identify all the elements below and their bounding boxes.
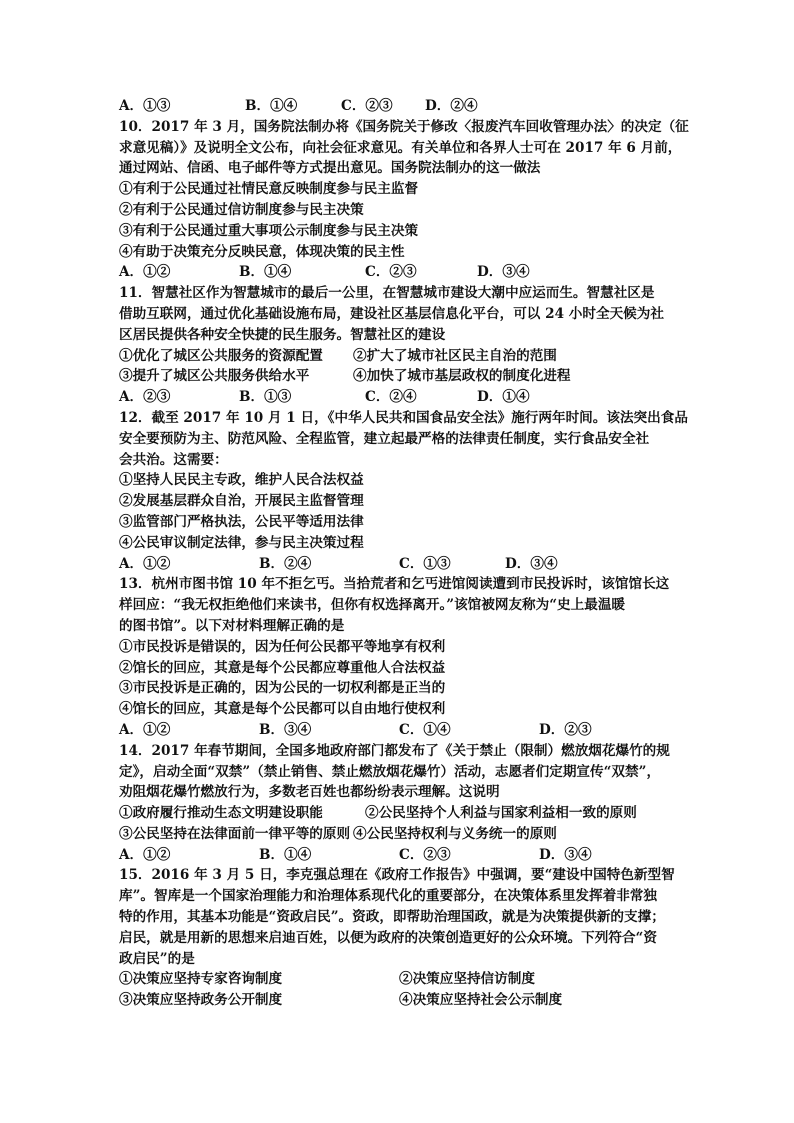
answer-option: C．②③: [365, 264, 417, 281]
statement: ④决策应坚持社会公示制度: [399, 992, 563, 1009]
text-line: ①坚持人民民主专政，维护人民合法权益: [119, 472, 364, 489]
answer-option: C．①④: [399, 721, 451, 738]
text-line: 启民，就是用新的思想来启迪百姓，以便为政府的决策创造更好的公众环境。下列符合“资: [119, 929, 657, 946]
statement: ①政府履行推动生态文明建设职能: [119, 805, 323, 822]
text-line: 借助互联网，通过优化基础设施布局，建设社区基层信息化平台，可以 24 小时全天候为社: [119, 305, 664, 322]
answer-option: A．①②: [119, 555, 171, 572]
statement: ①决策应坚持专家咨询制度: [119, 971, 283, 988]
statement: ④公民坚持权利与义务统一的原则: [353, 825, 557, 842]
answer-option: B．①④: [239, 264, 292, 281]
answer-option: C．②④: [365, 389, 417, 406]
statement: ②扩大了城市社区民主自治的范围: [353, 347, 557, 364]
statement-pair: [119, 969, 685, 990]
answer-options: [119, 387, 685, 408]
answer-option: D．②④: [425, 98, 478, 114]
text-line: ②有利于公民通过信访制度参与民主决策: [119, 201, 364, 218]
text-line: 政启民”的是: [119, 950, 195, 967]
text-line: 10．2017 年 3 月，国务院法制办将《国务院关于修改〈报废汽车回收管理办法〉的决定（征: [119, 118, 689, 135]
statement-pair: [119, 346, 685, 367]
text-line: ④公民审议制定法律，参与民主决策过程: [119, 534, 364, 551]
statement-pair: [119, 824, 685, 845]
text-line: 特的作用，其基本功能是“资政启民”。资政，即帮助治理国政，就是为决策提供新的支撑；: [119, 909, 665, 926]
answer-option: B．①③: [239, 389, 292, 406]
text-line: 安全要预防为主、防范风险、全程监管，建立起最严格的法律责任制度，实行食品安全社: [119, 430, 650, 447]
text-line: 定》，启动全面“双禁”（禁止销售、禁止燃放烟花爆竹）活动，志愿者们定期宣传“双禁”，: [119, 763, 661, 780]
answer-option: D．③④: [539, 846, 592, 863]
statement: ④加快了城市基层政权的制度化进程: [353, 368, 571, 385]
text-line: 12．截至 2017 年 10 月 1 日，《中华人民共和国食品安全法》施行两年时间。该法突出食品: [119, 409, 688, 426]
text-line: 会共治。这需要：: [119, 451, 228, 468]
text-line: 区居民提供各种安全快捷的民生服务。智慧社区的建设: [119, 326, 446, 343]
text-line: ①有利于公民通过社情民意反映制度参与民主监督: [119, 181, 419, 198]
statement-pair: [119, 803, 685, 824]
answer-options: [119, 96, 685, 117]
answer-option: C．②③: [341, 98, 393, 114]
statement: ③提升了城区公共服务供给水平: [119, 368, 310, 385]
text-line: 13．杭州市图书馆 10 年不拒乞丐。当拾荒者和乞丐进馆阅读遭到市民投诉时，该馆馆长这: [119, 576, 670, 593]
answer-option: A．①②: [119, 721, 171, 738]
text-line: 样回应：“我无权拒绝他们来读书，但你有权选择离开。”该馆被网友称为“史上最温暖: [119, 597, 626, 614]
answer-option: D．①④: [477, 389, 530, 406]
answer-options: [119, 845, 685, 866]
answer-option: B．②④: [259, 555, 312, 572]
text-line: 14．2017 年春节期间，全国多地政府部门都发布了《关于禁止（限制）燃放烟花爆竹的规: [119, 742, 670, 759]
answer-option: B．①④: [259, 846, 312, 863]
statement: ③决策应坚持政务公开制度: [119, 992, 283, 1009]
statement: ②公民坚持个人利益与国家利益相一致的原则: [365, 805, 637, 822]
statement-pair: [119, 366, 685, 387]
text-line: ②发展基层群众自治，开展民主监督管理: [119, 493, 364, 510]
text-line: ③市民投诉是正确的，因为公民的一切权利都是正当的: [119, 680, 446, 697]
text-line: 通过网站、信函、电子邮件等方式提出意见。国务院法制办的这一做法: [119, 160, 541, 177]
text-line: 15．2016 年 3 月 5 日，李克强总理在《政府工作报告》中强调，要“建设中国特色新型智: [119, 867, 675, 884]
statement: ③公民坚持在法律面前一律平等的原则: [119, 825, 351, 842]
answer-option: D．②③: [539, 721, 592, 738]
answer-option: A．①③: [119, 98, 171, 114]
exam-document: [119, 96, 689, 1011]
answer-option: A．②③: [119, 389, 171, 406]
text-line: ②馆长的回应，其意是每个公民都应尊重他人合法权益: [119, 659, 446, 676]
answer-options: [119, 554, 685, 575]
text-line: 库”。智库是一个国家治理能力和治理体系现代化的重要部分，在决策体系里发挥着非常独: [119, 888, 657, 905]
statement: ①优化了城区公共服务的资源配置: [119, 347, 323, 364]
answer-option: C．①③: [399, 555, 451, 572]
text-line: ③监管部门严格执法，公民平等适用法律: [119, 513, 364, 530]
text-line: ④馆长的回应，其意是每个公民都可以自由地行使权利: [119, 701, 446, 718]
text-line: ④有助于决策充分反映民意，体现决策的民主性: [119, 243, 405, 260]
text-line: 11．智慧社区作为智慧城市的最后一公里，在智慧城市建设大潮中应运而生。智慧社区是: [119, 285, 655, 302]
text-line: ①市民投诉是错误的，因为任何公民都平等地享有权利: [119, 638, 446, 655]
answer-option: D．③④: [505, 555, 558, 572]
text-line: 的图书馆”。以下对材料理解正确的是: [119, 617, 345, 634]
text-line: ③有利于公民通过重大事项公示制度参与民主决策: [119, 222, 419, 239]
answer-options: [119, 720, 685, 741]
answer-option: A．①②: [119, 264, 171, 281]
text-line: 求意见稿）》及说明全文公布，向社会征求意见。有关单位和各界人士可在 2017 年 6 月前，: [119, 139, 682, 156]
answer-option: C．②③: [399, 846, 451, 863]
answer-option: B．③④: [259, 721, 312, 738]
answer-option: B．①④: [245, 98, 298, 114]
answer-options: [119, 262, 685, 283]
statement: ②决策应坚持信访制度: [399, 971, 535, 988]
text-line: 劝阻烟花爆竹燃放行为，多数老百姓也都纷纷表示理解。这说明: [119, 784, 500, 801]
answer-option: A．①②: [119, 846, 171, 863]
answer-option: D．③④: [477, 264, 530, 281]
statement-pair: [119, 990, 685, 1011]
